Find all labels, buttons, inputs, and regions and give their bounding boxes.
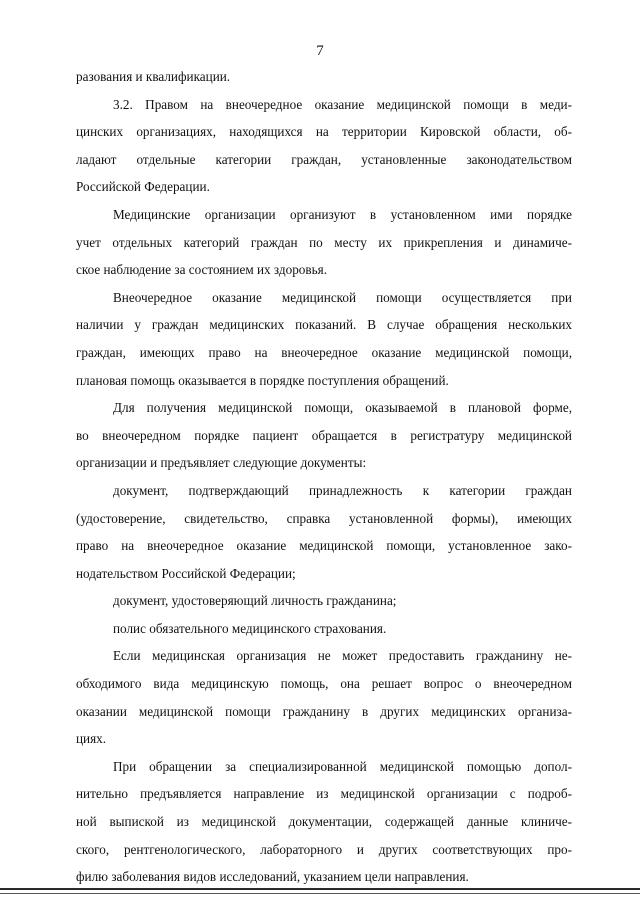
text-line: плановая помощь оказывается в порядке поступления обращений. [76,372,449,388]
text-line: оказании медицинской помощи гражданину в других медицинских организа- [76,703,572,719]
text-line: ладают отдельные категории граждан, установленные законодательством [76,151,572,167]
text-line: Для получения медицинской помощи, оказываемой в плановой форме, [113,400,572,416]
text-line: ной выпиской из медицинской документации, содержащей данные клиниче- [76,814,572,830]
text-line: цинских организациях, находящихся на территории Кировской области, об- [76,124,572,140]
bottom-border-line [0,888,640,890]
text-line: организации и предъявляет следующие документы: [76,455,367,471]
text-line: учет отдельных категорий граждан по месту их прикрепления и динамиче- [76,234,572,250]
text-line: разования и квалификации. [76,69,231,84]
text-line: нодательством Российской Федерации; [76,565,296,581]
text-line: филю заболевания видов исследований, указанием цели направления. [76,869,469,885]
text-line: (удостоверение, свидетельство, справка установленной формы), имеющих [76,510,572,526]
page-number: 7 [316,43,324,59]
text-line: во внеочередном порядке пациент обращается в регистратуру медицинской [76,427,572,443]
text-line: Внеочередное оказание медицинской помощи осуществляется при [113,289,572,305]
text-line: полис обязательного медицинского страхования. [113,620,387,636]
text-line: документ, подтверждающий принадлежность к категории граждан [113,482,572,498]
text-line: право на внеочередное оказание медицинской помощи, установленное зако- [76,538,572,554]
text-line: граждан, имеющих право на внеочередное оказание медицинской помощи, [76,344,572,360]
document-body [76,63,572,891]
text-line: циях. [76,731,107,747]
text-line: обходимого вида медицинскую помощь, она решает вопрос о внеочередном [76,676,572,692]
text-line: При обращении за специализированной медицинской помощью допол- [113,758,572,774]
text-line: Медицинские организации организуют в установленном ими порядке [113,206,572,222]
bottom-border-line-thin [0,893,640,894]
text-line: наличии у граждан медицинских показаний. В случае обращения нескольких [76,317,572,333]
text-line: Российской Федерации. [76,179,210,195]
text-line: 3.2. Правом на внеочередное оказание медицинской помощи в меди- [113,96,572,112]
text-line: ское наблюдение за состоянием их здоровья. [76,262,327,278]
text-line: документ, удостоверяющий личность гражданина; [113,593,397,609]
text-line: нительно предъявляется направление из медицинской организации с подроб- [76,786,572,802]
text-line: Если медицинская организация не может предоставить гражданину не- [113,648,572,664]
text-line: ского, рентгенологического, лабораторного и других соответствующих про- [76,841,572,857]
